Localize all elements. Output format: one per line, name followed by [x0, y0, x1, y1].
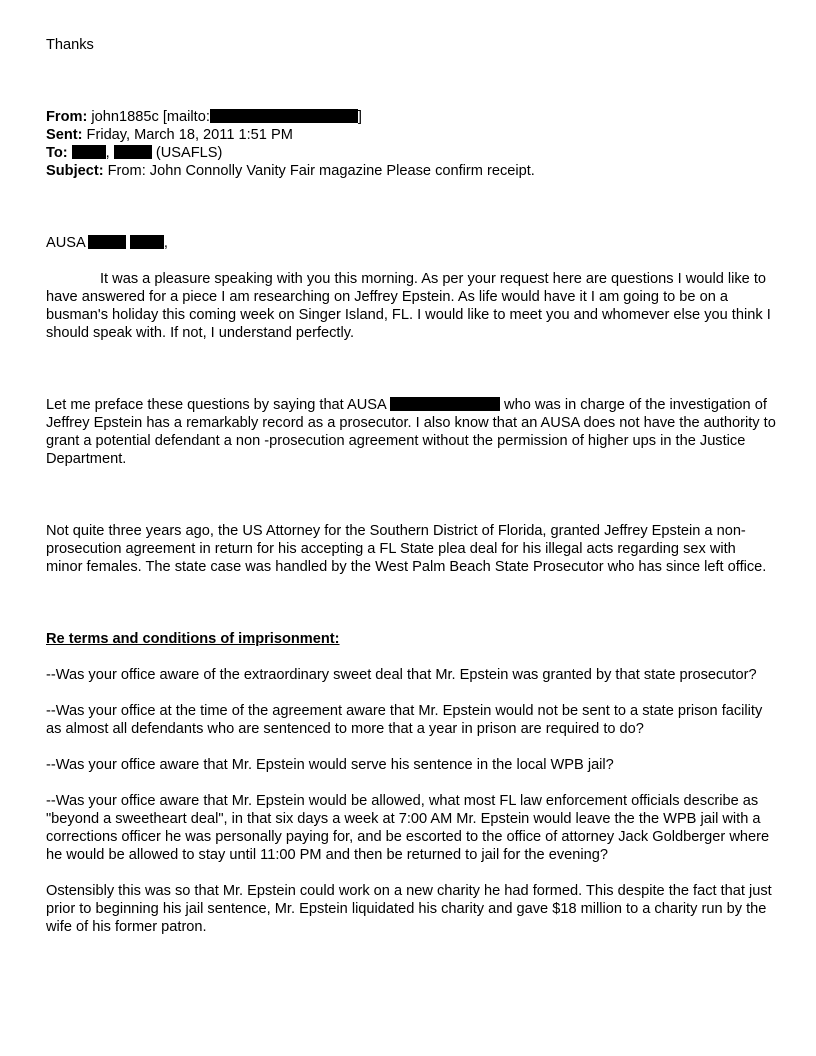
salutation-prefix: AUSA — [46, 235, 86, 251]
redaction-block — [88, 235, 126, 249]
from-value: john1885c [mailto: — [91, 109, 210, 125]
paragraph-intro: It was a pleasure speaking with you this morning. As per your request here are questions I would like to have answered for a piece I am researching on Jeffrey Epstein. As life would have it I am going to be on a busman's holiday this coming week on Singer Island, FL. I would like to meet you and whomever else you think I should speak with. If not, I understand perfectly. — [46, 271, 771, 341]
redaction-block — [72, 145, 106, 159]
subject-line — [46, 162, 776, 180]
redaction-block — [390, 397, 500, 411]
question-1: --Was your office aware of the extraordinary sweet deal that Mr. Epstein was granted by that state prosecutor? — [46, 667, 757, 683]
paragraph-charity: Ostensibly this was so that Mr. Epstein could work on a new charity he had formed. This despite the fact that just prior to beginning his jail sentence, Mr. Epstein liquidated his charity and gave $18 million to a charity run by the wife of his former patron. — [46, 883, 772, 935]
sent-label: Sent: — [46, 127, 83, 143]
paragraph-background: Not quite three years ago, the US Attorney for the Southern District of Florida, granted Jeffrey Epstein a non-prosecution agreement in return for his accepting a FL State plea deal for his illegal acts regarding sex with minor females. The state case was handled by the West Palm Beach State Prosecutor who has since left office. — [46, 523, 767, 575]
section-title: Re terms and conditions of imprisonment: — [46, 631, 340, 647]
from-line — [46, 108, 776, 126]
to-separator: , — [105, 145, 110, 161]
preface-after: who was in charge of the investigation of Jeffrey Epstein has a remarkably record as a prosecutor. I also know that an AUSA does not have the authority to grant a potential defendant a non -prosecution agreement without the permission of higher ups in the Justice Department. — [46, 397, 776, 467]
to-suffix: (USAFLS) — [155, 145, 223, 161]
from-close: ] — [357, 109, 362, 125]
question-3: --Was your office aware that Mr. Epstein would serve his sentence in the local WPB jail? — [46, 757, 614, 773]
from-label: From: — [46, 109, 88, 125]
preface-before: Let me preface these questions by saying that AUSA — [46, 397, 386, 413]
sent-line — [46, 126, 776, 144]
redaction-block — [210, 109, 358, 123]
redaction-block — [130, 235, 164, 249]
salutation — [46, 234, 776, 252]
to-line — [46, 144, 776, 162]
document-page — [46, 36, 776, 936]
email-header — [46, 108, 776, 180]
sent-value: Friday, March 18, 2011 1:51 PM — [86, 127, 293, 143]
redaction-block — [114, 145, 152, 159]
salutation-suffix: , — [163, 235, 168, 251]
to-label: To: — [46, 145, 68, 161]
closing-line: Thanks — [46, 37, 94, 53]
question-2: --Was your office at the time of the agreement aware that Mr. Epstein would not be sent to a state prison facility as almost all defendants who are sentenced to more that a year in prison are required to do? — [46, 703, 763, 737]
subject-label: Subject: — [46, 163, 104, 179]
subject-value: From: John Connolly Vanity Fair magazine Please confirm receipt. — [107, 163, 535, 179]
paragraph-preface — [46, 396, 776, 468]
question-4: --Was your office aware that Mr. Epstein would be allowed, what most FL law enforcement officials describe as "beyond a sweetheart deal", in that six days a week at 7:00 AM Mr. Epstein would leave the the WPB jail with a corrections officer he was personally paying for, and be escorted to the office of attorney Jack Goldberger where he would be allowed to stay until 11:00 PM and then be returned to jail for the evening? — [46, 793, 770, 863]
